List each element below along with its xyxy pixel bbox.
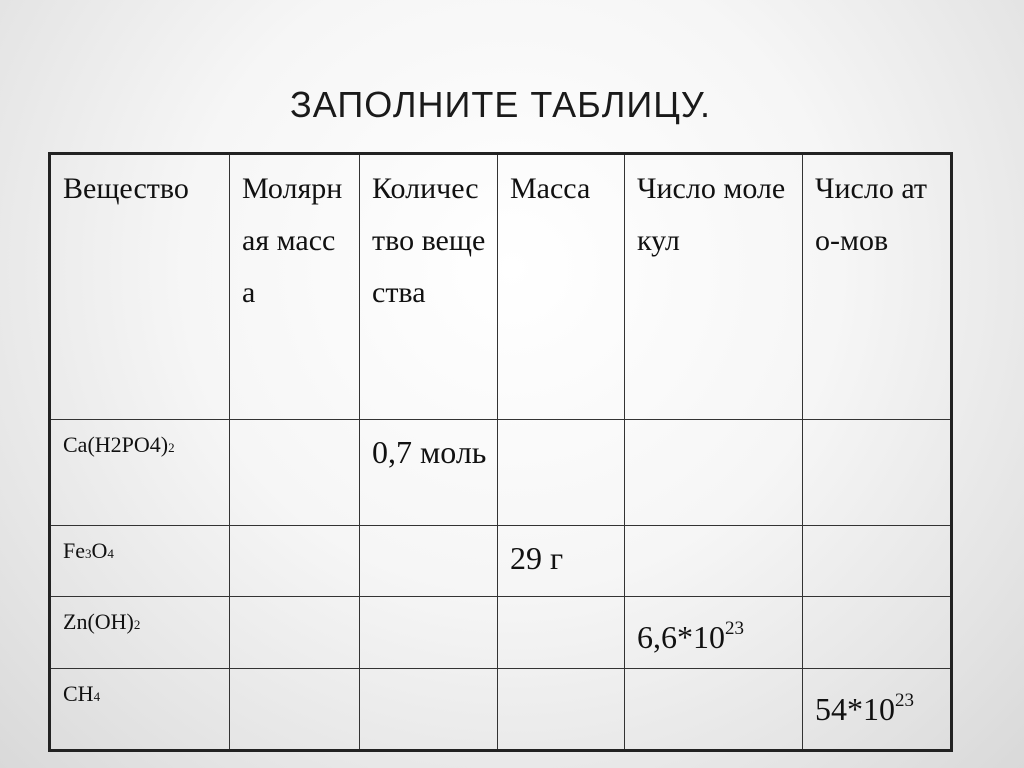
cell-mass[interactable] (498, 526, 625, 597)
cell-amount[interactable] (360, 420, 498, 526)
cell-molar-mass[interactable] (230, 597, 360, 669)
cell-molecules[interactable] (625, 526, 803, 597)
slide-title: ЗАПОЛНИТЕ ТАБЛИЦУ. (290, 84, 711, 125)
cell-molar-mass[interactable] (230, 526, 360, 597)
cell-mass[interactable] (498, 420, 625, 526)
header-cell-substance (50, 154, 230, 420)
header-amount-label: Количество вещества (372, 172, 486, 309)
substance-formula: Zn(OH)2 (63, 609, 141, 634)
cell-molecules[interactable] (625, 669, 803, 751)
header-atoms-label: Число ато-мов (815, 172, 927, 257)
table-row (50, 526, 952, 597)
table-row (50, 597, 952, 669)
cell-atoms[interactable] (803, 420, 952, 526)
table-row (50, 669, 952, 751)
cell-amount[interactable] (360, 526, 498, 597)
mass-value: 29 г (510, 540, 564, 576)
header-molar-mass-label: Молярная масса (242, 172, 343, 309)
substance-formula: Ca(H2PO4)2 (63, 432, 175, 457)
cell-substance (50, 420, 230, 526)
header-cell-molecules (625, 154, 803, 420)
cell-substance (50, 526, 230, 597)
cell-atoms[interactable] (803, 597, 952, 669)
header-cell-molar-mass (230, 154, 360, 420)
cell-mass[interactable] (498, 597, 625, 669)
cell-substance (50, 597, 230, 669)
atoms-value: $54*10^{23}$ (815, 690, 914, 727)
header-substance-label: Вещество (63, 172, 189, 205)
cell-molar-mass[interactable] (230, 420, 360, 526)
header-cell-amount (360, 154, 498, 420)
table-row (50, 420, 952, 526)
amount-value: 0,7 моль (372, 434, 487, 470)
cell-mass[interactable] (498, 669, 625, 751)
cell-molecules[interactable] (625, 597, 803, 669)
cell-molar-mass[interactable] (230, 669, 360, 751)
cell-substance (50, 669, 230, 751)
cell-atoms[interactable] (803, 669, 952, 751)
cell-atoms[interactable] (803, 526, 952, 597)
table-header-row (50, 154, 952, 420)
substance-formula: CH4 (63, 681, 101, 706)
cell-amount[interactable] (360, 597, 498, 669)
header-molecules-label: Число молекул (637, 172, 786, 257)
cell-molecules[interactable] (625, 420, 803, 526)
data-table (48, 152, 953, 752)
molecules-value: $6,6*10^{23}$ (637, 618, 744, 655)
header-cell-atoms (803, 154, 952, 420)
header-cell-mass (498, 154, 625, 420)
cell-amount[interactable] (360, 669, 498, 751)
substance-formula: Fe3O4 (63, 538, 114, 563)
header-mass-label: Масса (510, 172, 591, 205)
